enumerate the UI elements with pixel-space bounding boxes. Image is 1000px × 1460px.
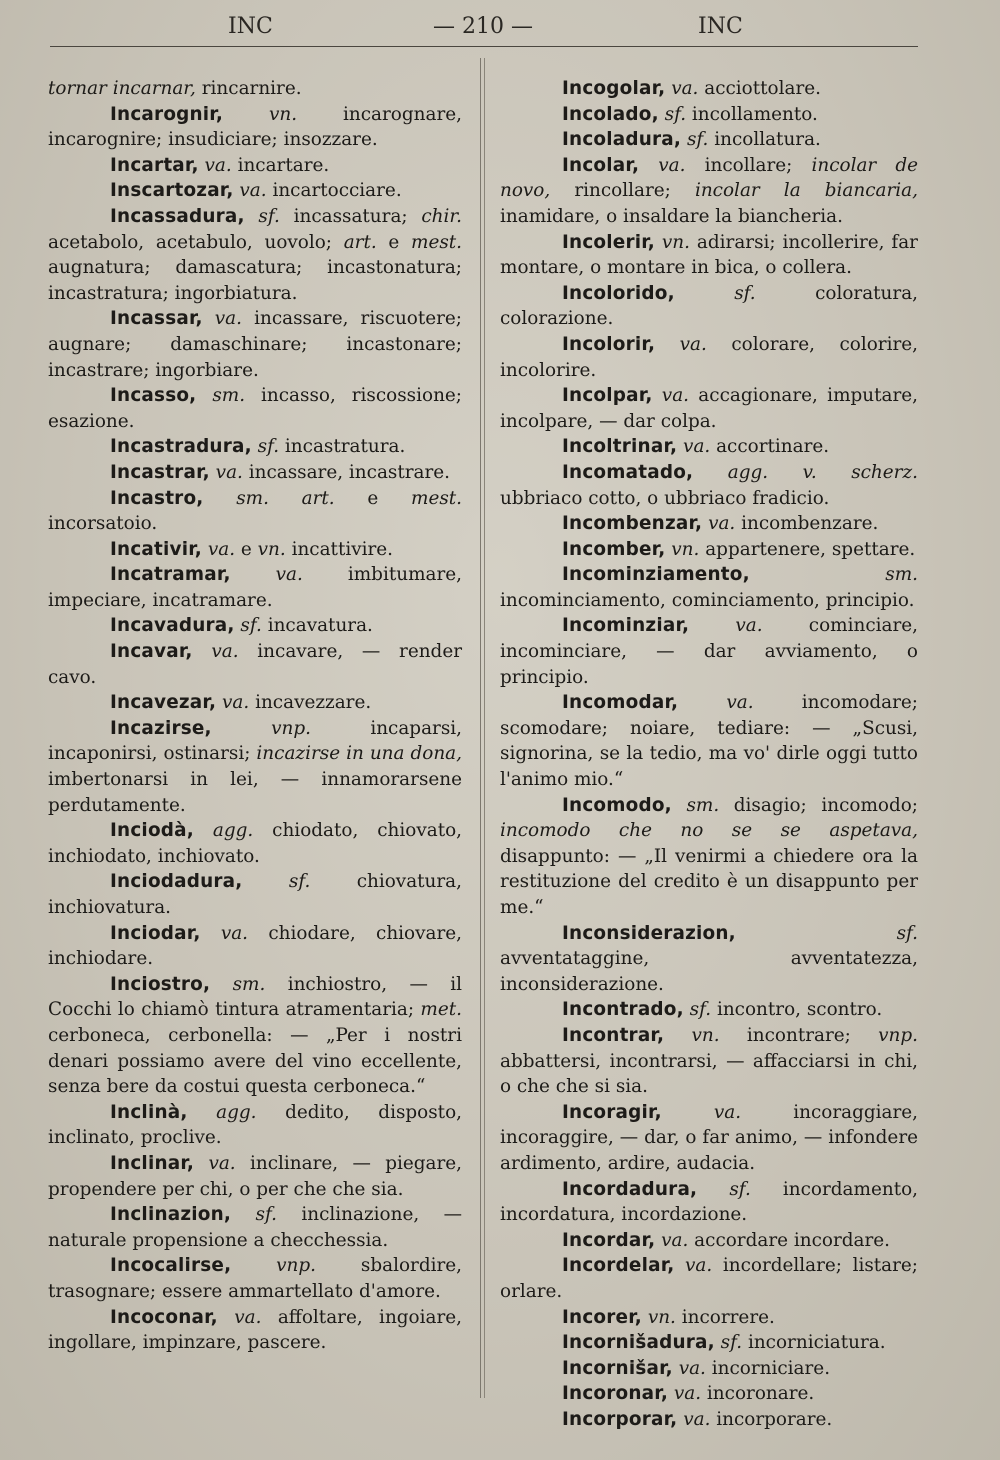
dictionary-entry	[500, 230, 918, 281]
definition-text: incorsatoio.	[48, 513, 158, 535]
column-divider	[480, 58, 481, 1398]
headword: Incatramar,	[110, 564, 231, 586]
grammar-label: art.	[332, 231, 377, 253]
definition-text: incominciamento, cominciamento, principio.	[500, 589, 915, 611]
dictionary-entry	[500, 102, 918, 128]
grammar-label: va.	[655, 1229, 689, 1251]
headword: Incomber,	[562, 538, 666, 560]
grammar-label: va.	[661, 1101, 742, 1123]
grammar-label: va.	[652, 385, 690, 407]
definition-text: avventataggine, avventatezza, inconsiderazione.	[500, 948, 918, 995]
grammar-label: sm.	[210, 973, 266, 995]
grammar-label: va.	[194, 1152, 236, 1174]
definition-text: incavare, — render cavo.	[48, 641, 463, 688]
headword: Incocalirse,	[110, 1255, 232, 1277]
header-right-guideword: INC	[698, 14, 743, 39]
dictionary-entry	[48, 1305, 462, 1356]
definition-text: appartenere, spettare.	[699, 538, 916, 560]
grammar-label: va.	[655, 333, 707, 355]
definition-text: incavezzare.	[249, 692, 372, 714]
dictionary-entry	[48, 1202, 462, 1253]
grammar-label: agg. v. scherz.	[693, 461, 918, 483]
dictionary-entry	[500, 511, 918, 537]
headword: Incorporar,	[562, 1408, 678, 1430]
headword: Inclinazion,	[110, 1204, 232, 1226]
grammar-label: vnp.	[850, 1024, 918, 1046]
headword: Incarognir,	[110, 103, 224, 125]
grammar-label: vn.	[654, 231, 690, 253]
definition-text: dedito, disposto, inclinato, proclive.	[48, 1101, 462, 1149]
dictionary-entry	[48, 460, 462, 486]
grammar-label: vnp.	[231, 1255, 317, 1277]
definition-text: augnatura; damascatura; incastonatura; incastratura; ingorbiatura.	[48, 257, 462, 304]
grammar-label: va.	[198, 154, 232, 176]
grammar-label: va.	[639, 154, 686, 176]
grammar-label: mest.	[399, 231, 462, 253]
column-divider-secondary	[484, 58, 485, 1398]
grammar-label: sm. art.	[203, 487, 335, 509]
dictionary-entry	[500, 460, 918, 511]
grammar-label: vn.	[251, 538, 286, 560]
headword: Incasso,	[110, 385, 197, 407]
grammar-label: va.	[677, 1408, 711, 1430]
grammar-label: va.	[202, 538, 236, 560]
dictionary-entry	[500, 1305, 918, 1331]
headword: Incomodo,	[562, 794, 672, 816]
grammar-label: va.	[230, 564, 303, 586]
grammar-label: va.	[702, 513, 736, 535]
definition-text: inchiostro, — il Cocchi lo chiamò tintura atramentaria;	[48, 973, 462, 1021]
headword: Incornišadura,	[562, 1332, 715, 1354]
dictionary-entry	[48, 434, 462, 460]
headword: Incoconar,	[110, 1306, 218, 1328]
dictionary-entry	[48, 204, 462, 306]
grammar-label: va.	[202, 308, 242, 330]
definition-text: incontrare;	[719, 1024, 851, 1046]
grammar-label: sf.	[231, 1204, 277, 1226]
grammar-label: sf.	[714, 1332, 743, 1354]
definition-text: incattivire.	[285, 538, 394, 560]
grammar-label: va.	[677, 436, 711, 458]
grammar-label: vn.	[223, 103, 298, 125]
grammar-label: vn.	[641, 1306, 676, 1328]
definition-text: ubbriaco cotto, o ubbriaco fradicio.	[500, 487, 830, 509]
definition-text: acetabolo, acetabulo, uovolo;	[48, 231, 332, 253]
dictionary-entry	[500, 1330, 918, 1356]
grammar-label: incolar la biancaria,	[670, 180, 918, 202]
headword: Incolado,	[562, 103, 659, 125]
dictionary-entry	[500, 1356, 918, 1382]
definition-text: inamidare, o insaldare la biancheria.	[500, 205, 843, 227]
dictionary-entry	[48, 690, 462, 716]
headword: Incolpar,	[562, 385, 653, 407]
grammar-label: sf.	[674, 282, 756, 304]
definition-text: coloratura, colorazione.	[500, 282, 919, 330]
dictionary-entry	[48, 613, 462, 639]
headword: Incastrar,	[110, 461, 210, 483]
definition-text: incassare, incastrare.	[242, 461, 451, 483]
dictionary-entry	[500, 921, 918, 998]
dictionary-entry	[500, 1100, 918, 1177]
definition-text: incaparsi, incaponirsi, ostinarsi;	[48, 717, 462, 765]
headword: Incorer,	[562, 1306, 642, 1328]
definition-text: e	[235, 538, 252, 560]
definition-text: incastratura.	[279, 436, 406, 458]
headword: Incastradura,	[110, 436, 252, 458]
grammar-label: vn.	[664, 1024, 720, 1046]
grammar-label: sf.	[244, 205, 280, 227]
dictionary-entry	[500, 1228, 918, 1254]
definition-text: incassatura;	[279, 205, 408, 227]
grammar-label: incomodo che no se se aspetava,	[500, 820, 918, 842]
definition-text: rincarnire.	[195, 78, 302, 99]
headword: Incornišar,	[562, 1357, 673, 1379]
grammar-label: agg.	[193, 820, 254, 842]
left-column	[48, 76, 462, 1356]
definition-text: incorporare.	[710, 1408, 833, 1430]
headword: Incominziar,	[562, 615, 690, 637]
dictionary-entry	[500, 434, 918, 460]
grammar-label: va.	[217, 1306, 262, 1328]
headword: Incoladura,	[562, 129, 682, 151]
headword: Incordadura,	[562, 1178, 698, 1200]
definition-text: incorrere.	[675, 1306, 775, 1328]
dictionary-entry	[500, 1023, 918, 1100]
definition-text: rincollare;	[550, 180, 671, 202]
dictionary-entry	[500, 537, 918, 563]
grammar-label: sf.	[251, 436, 280, 458]
grammar-label: va.	[216, 692, 250, 714]
definition-text: e	[376, 231, 400, 253]
dictionary-entry	[48, 153, 462, 179]
grammar-label: va.	[200, 922, 249, 944]
headword: Incordar,	[562, 1229, 656, 1251]
headword: Incolerir,	[562, 231, 655, 253]
dictionary-entry	[500, 613, 918, 690]
grammar-label: vn.	[665, 538, 700, 560]
definition-text: incassare, riscuotere; augnare; damaschinare; incastonare; incastrare; ingorbiare.	[48, 308, 463, 381]
grammar-label: sf.	[658, 103, 687, 125]
grammar-label: va.	[678, 692, 754, 714]
headword: Inconsiderazion,	[562, 922, 736, 944]
grammar-label: va.	[674, 1255, 713, 1277]
grammar-label: mest.	[378, 487, 463, 509]
grammar-label: va.	[668, 1383, 702, 1405]
headword: Inciodà,	[110, 820, 194, 842]
definition-text: imbertonarsi in lei, — innamorarsene perdutamente.	[48, 769, 462, 816]
definition-text: incorniciare.	[705, 1357, 831, 1379]
headword: Incavadura,	[110, 615, 235, 637]
page-header	[48, 14, 922, 44]
definition-text: incomodare; scomodare; noiare, tediare: — „Scusi, signorina, se la tedio, ma vo' dirle oggi tutto l'animo mio.“	[500, 692, 918, 791]
definition-text: chiodato, chiovato, inchiodato, inchiovato.	[48, 820, 462, 867]
header-rule	[50, 46, 918, 47]
dictionary-entry	[48, 972, 462, 1100]
definition-text: incarognare, incarognire; insudiciare; insozzare.	[48, 103, 462, 151]
headword: Inciodar,	[110, 922, 201, 944]
dictionary-entry	[48, 818, 462, 869]
definition-text: incontro, scontro.	[711, 999, 883, 1021]
headword: Incastro,	[110, 487, 204, 509]
grammar-label: va.	[192, 641, 239, 663]
definition-text: disappunto: — „Il venirmi a chiedere ora la restituzione del credito è un disappunto per me.“	[500, 845, 918, 918]
headword: Incolorir,	[562, 333, 656, 355]
dictionary-entry	[500, 127, 918, 153]
grammar-label: incolar de novo,	[500, 154, 918, 202]
dictionary-entry	[48, 102, 462, 153]
headword: Incavar,	[110, 641, 193, 663]
dictionary-entry	[48, 537, 462, 563]
definition-text: affoltare, ingoiare, ingollare, impinzare, pascere.	[48, 1306, 462, 1354]
dictionary-entry	[500, 562, 918, 613]
dictionary-entry	[48, 76, 462, 102]
headword: Incoltrinar,	[562, 436, 678, 458]
definition-text: accordare incordare.	[688, 1229, 891, 1251]
headword: Incominziamento,	[562, 564, 750, 586]
headword: Incazirse,	[110, 717, 212, 739]
definition-text: cerboneca, cerbonella: — „Per i nostri denari possiamo avere del vino eccellente, senza bere da costui questa cerboneca.“	[48, 1024, 462, 1098]
headword: Incassar,	[110, 308, 203, 330]
grammar-label: sf.	[697, 1178, 751, 1200]
grammar-label: va.	[209, 461, 243, 483]
grammar-label: va.	[233, 180, 267, 202]
dictionary-entry	[500, 1381, 918, 1407]
definition-text: incollamento.	[686, 103, 818, 125]
dictionary-entry	[48, 869, 462, 920]
headword: Incartar,	[110, 154, 199, 176]
dictionary-entry	[48, 639, 462, 690]
grammar-label: va.	[689, 615, 763, 637]
definition-text: cominciare, incominciare, — dar avviamento, o principio.	[500, 615, 918, 688]
definition-text: chiodare, chiovare, inchiodare.	[48, 922, 462, 970]
definition-text: e	[334, 487, 379, 509]
dictionary-entry	[48, 1253, 462, 1304]
definition-text: inclinazione, — naturale propensione a checchessia.	[48, 1204, 462, 1251]
headword: Incordelar,	[562, 1255, 675, 1277]
dictionary-entry	[500, 332, 918, 383]
headword: Incativir,	[110, 538, 202, 560]
page-number: — 210 —	[433, 14, 533, 39]
header-left-guideword: INC	[228, 14, 273, 39]
definition-text: accagionare, imputare, incolpare, — dar colpa.	[500, 385, 918, 432]
definition-text: incombenzare.	[735, 513, 879, 535]
dictionary-entry	[48, 1151, 462, 1202]
definition-text: abbattersi, incontrarsi, — affacciarsi in chi, o che che si sia.	[500, 1050, 918, 1098]
definition-text: incorniciatura.	[742, 1332, 886, 1354]
definition-text: incavatura.	[261, 615, 373, 637]
grammar-label: sm.	[749, 564, 918, 586]
grammar-label: sf.	[242, 871, 311, 893]
definition-text: adirarsi; incollerire, far montare, o montare in bica, o collera.	[500, 231, 918, 279]
definition-text: incordellare; listare; orlare.	[500, 1255, 919, 1302]
headword: Incontrado,	[562, 999, 684, 1021]
headword: Inciostro,	[110, 973, 211, 995]
headword: Incogolar,	[562, 78, 666, 99]
definition-text: incollare;	[685, 154, 793, 176]
grammar-label: vnp.	[211, 717, 311, 739]
grammar-label: incazirse in una dona,	[250, 743, 462, 765]
dictionary-entry	[500, 153, 918, 230]
dictionary-entry	[48, 921, 462, 972]
grammar-label: agg.	[187, 1101, 257, 1123]
grammar-label: met.	[414, 999, 462, 1021]
dictionary-entry	[500, 997, 918, 1023]
headword: Incassadura,	[110, 205, 245, 227]
headword: Inscartozar,	[110, 180, 234, 202]
headword: Incomatado,	[562, 461, 694, 483]
definition-text: accortinare.	[710, 436, 830, 458]
dictionary-entry	[500, 1407, 918, 1433]
headword: Incombenzar,	[562, 513, 703, 535]
definition-text: chiovatura, inchiovatura.	[48, 871, 462, 918]
headword: Incavezar,	[110, 692, 217, 714]
grammar-label: sm.	[671, 794, 720, 816]
headword: Inciodadura,	[110, 871, 243, 893]
grammar-label: sf.	[683, 999, 712, 1021]
dictionary-entry	[500, 76, 918, 102]
headword: Incolar,	[562, 154, 640, 176]
definition-text: incoronare.	[701, 1383, 815, 1405]
headword: Inclinà,	[110, 1101, 188, 1123]
right-column	[500, 76, 918, 1432]
definition-text: incasso, riscossione; esazione.	[48, 385, 462, 432]
headword: Incomodar,	[562, 692, 679, 714]
definition-text: disagio; incomodo;	[719, 794, 918, 816]
dictionary-entry	[48, 562, 462, 613]
definition-text: incollatura.	[708, 129, 821, 151]
grammar-label: sf.	[681, 129, 709, 151]
dictionary-entry	[48, 178, 462, 204]
definition-text: incartocciare.	[266, 180, 402, 202]
definition-text: incordamento, incordatura, incordazione.	[500, 1178, 919, 1226]
dictionary-entry	[500, 1253, 918, 1304]
grammar-label: sf.	[234, 615, 262, 637]
definition-text: incoraggiare, incoraggire, — dar, o far animo, — infondere ardimento, ardire, audacia.	[500, 1101, 918, 1174]
definition-text: acciottolare.	[698, 78, 821, 99]
dictionary-entry	[48, 716, 462, 818]
grammar-label: sf.	[735, 922, 918, 944]
headword: Inclinar,	[110, 1152, 195, 1174]
headword: Incoronar,	[562, 1383, 669, 1405]
definition-text: sbalordire, trasognare; essere ammartellato d'amore.	[48, 1255, 462, 1302]
grammar-label: va.	[672, 1357, 706, 1379]
headword: Incoragir,	[562, 1101, 662, 1123]
headword: Incolorido,	[562, 282, 675, 304]
dictionary-entry	[48, 1100, 462, 1151]
grammar-label: chir.	[407, 205, 462, 227]
definition-text: inclinare, — piegare, propendere per chi, o per che che sia.	[48, 1152, 462, 1200]
dictionary-entry	[500, 793, 918, 921]
definition-text: imbitumare, impeciare, incatramare.	[48, 564, 462, 611]
definition-text: incartare.	[231, 154, 330, 176]
grammar-label: sm.	[196, 385, 246, 407]
dictionary-entry	[500, 1177, 918, 1228]
grammar-label: va.	[665, 78, 699, 99]
dictionary-entry	[48, 383, 462, 434]
dictionary-entry	[48, 306, 462, 383]
dictionary-entry	[500, 281, 918, 332]
dictionary-entry	[500, 690, 918, 792]
definition-text: colorare, colorire, incolorire.	[500, 333, 918, 381]
dictionary-entry	[48, 486, 462, 537]
grammar-label: tornar incarnar,	[48, 78, 196, 99]
dictionary-entry	[500, 383, 918, 434]
headword: Incontrar,	[562, 1024, 665, 1046]
